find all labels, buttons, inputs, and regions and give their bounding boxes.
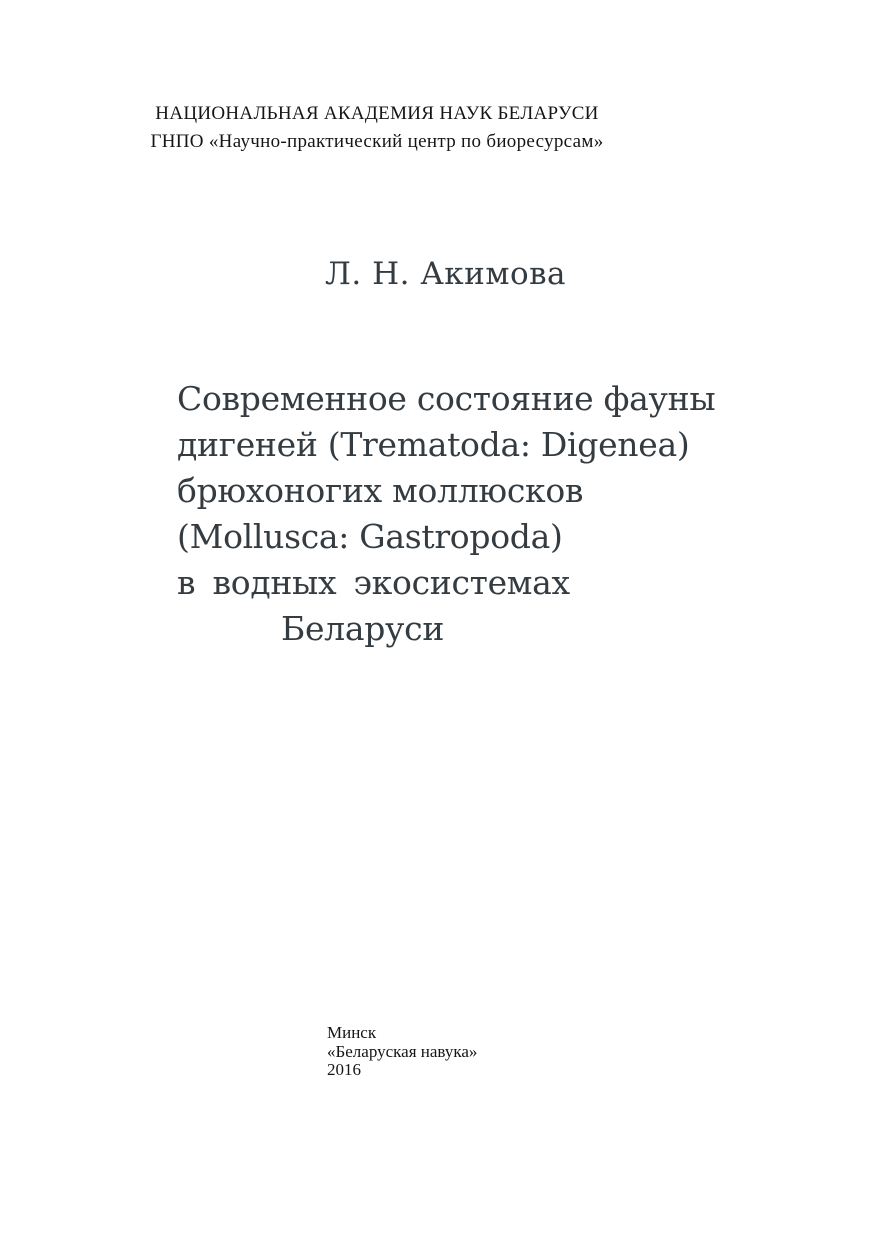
imprint-city: Минск [327, 1023, 377, 1042]
imprint-year: 2016 [327, 1060, 361, 1079]
imprint [327, 1024, 477, 1080]
imprint-publisher: «Беларуская навука» [327, 1041, 478, 1061]
organization-header [0, 100, 754, 156]
title-line-1: Современное состояние фауны [177, 379, 716, 418]
title-line-2: дигеней (Trematoda: Digenea) [177, 425, 690, 464]
organization-name: НАЦИОНАЛЬНАЯ АКАДЕМИЯ НАУК БЕЛАРУСИ [155, 103, 599, 124]
title-line-4: (Mollusca: Gastropoda) [177, 517, 563, 556]
book-title [177, 376, 737, 652]
author-name: Л. Н. Акимова [325, 256, 567, 292]
title-line-6: Беларуси [281, 609, 445, 648]
title-line-3: брюхоногих моллюсков [177, 471, 584, 510]
title-line-5: в водных экосистемах [177, 563, 570, 602]
organization-subunit: ГНПО «Научно-практический центр по биоресурсам» [150, 131, 604, 152]
